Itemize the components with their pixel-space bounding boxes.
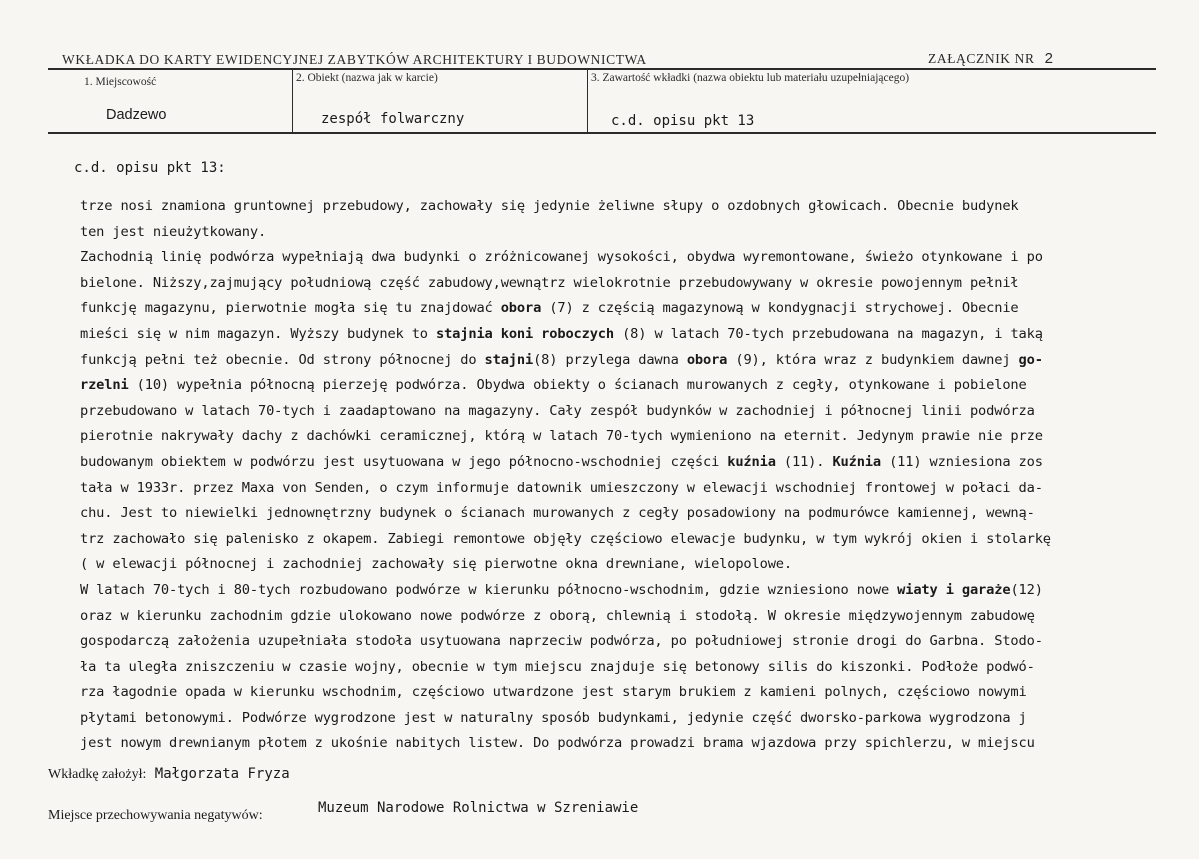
- text-run: (10) wypełnia północną pierzeję podwórza. Obydwa obiekty o ścianach murowanych z cegły, otynkowane i pobielone: [128, 377, 1027, 394]
- text-run: chu. Jest to niewielki jednownętrzny budynek o ścianach murowanych z cegły posadowiony na podmurówce kamiennej, wewną-: [80, 505, 1035, 522]
- author-line: [48, 766, 290, 783]
- negatives-label: Miejsce przechowywania negatywów:: [48, 808, 263, 823]
- annex-label: [928, 50, 1054, 67]
- text-run: oraz w kierunku zachodnim gdzie ulokowano nowe podwórze z oborą, chlewnią i stodołą. W okresie międzywojennym zabudowę: [80, 607, 1035, 624]
- text-run: trz zachowało się palenisko z okapem. Zabiegi remontowe objęły częściowo elewacje budynku, w tym wykrój okien i stolarkę: [80, 530, 1051, 547]
- annex-label-text: ZAŁĄCZNIK NR: [928, 51, 1035, 66]
- table-bottom-rule: [48, 132, 1156, 134]
- text-run: (11).: [775, 453, 833, 470]
- text-run: mieści się w nim magazyn. Wyższy budynek to: [80, 325, 436, 342]
- text-line: [80, 629, 1115, 655]
- text-run: funkcję magazynu, pierwotnie mogła się tu znajdować: [80, 300, 501, 317]
- text-run: Zachodnią linię podwórza wypełniają dwa budynki o zróżnicowanej wysokości, obydwa wyremontowane, świeżo otynkowane i po: [80, 249, 1043, 266]
- bold-term: Kuźnia: [832, 453, 881, 470]
- column-divider-2: [587, 68, 588, 133]
- text-line: [80, 552, 1115, 578]
- negatives-value: Muzeum Narodowe Rolnictwa w Szreniawie: [318, 800, 639, 816]
- bold-term: obora: [686, 351, 728, 368]
- text-line: [80, 706, 1115, 732]
- text-run: przebudowano w latach 70-tych i zaadaptowano na magazyny. Cały zespół budynków w zachodniej i północnej linii podwórza: [80, 402, 1035, 419]
- text-run: (8) przylega dawna: [533, 351, 687, 368]
- text-line: [80, 527, 1115, 553]
- text-line: [80, 271, 1115, 297]
- text-run: jest nowym drewnianym płotem z ukośnie nabitych listew. Do podwórza prowadzi brama wjazdowa przy spichlerzu, w miejscu: [80, 735, 1035, 752]
- text-line: [80, 680, 1115, 706]
- continuation-heading: c.d. opisu pkt 13:: [74, 160, 226, 176]
- column-divider-1: [292, 68, 293, 133]
- text-run: (7) z częścią magazynową w kondygnacji strychowej. Obecnie: [541, 300, 1019, 317]
- text-run: rza łagodnie opada w kierunku wschodnim, częściowo utwardzone jest starym brukiem z kamieni polnych, częściowo nowymi: [80, 684, 1027, 701]
- locality-label: 1. Miejscowość: [84, 76, 157, 88]
- bold-term: rzelni: [80, 377, 129, 394]
- description-text: [80, 194, 1115, 757]
- text-run: (8) w latach 70-tych przebudowana na magazyn, i taką: [614, 325, 1043, 342]
- bold-term: stajni: [484, 351, 534, 368]
- text-run: budowanym obiektem w podwórzu jest usytuowana w jego północno-wschodniej części: [80, 453, 728, 470]
- object-value: zespół folwarczny: [321, 111, 465, 127]
- text-run: ( w elewacji północnej i zachodniej zachowały się pierwotne okna drewniane, wielopolowe.: [80, 556, 792, 573]
- author-value: Małgorzata Fryza: [154, 766, 290, 782]
- text-line: [80, 450, 1115, 476]
- annex-number: 2: [1044, 50, 1054, 67]
- text-run: pierotnie nakrywały dachy z dachówki ceramicznej, którą w latach 70-tych wymieniono na eternit. Jedynym prawie nie prze: [80, 428, 1043, 445]
- text-line: [80, 296, 1115, 322]
- text-line: [80, 655, 1115, 681]
- text-line: [80, 578, 1115, 604]
- text-run: funkcją pełni też obecnie. Od strony północnej do: [80, 351, 485, 368]
- text-run: ten jest nieużytkowany.: [80, 223, 267, 240]
- text-line: [80, 501, 1115, 527]
- author-label: Wkładkę założył:: [48, 767, 147, 782]
- text-run: tała w 1933r. przez Maxa von Senden, o czym informuje datownik umieszczony w elewacji wschodniej frontowej w połaci da-: [80, 479, 1043, 496]
- table-top-rule: [48, 68, 1156, 70]
- text-line: [80, 322, 1115, 348]
- text-line: [80, 194, 1115, 220]
- object-label: 2. Obiekt (nazwa jak w karcie): [296, 72, 438, 84]
- content-label: 3. Zawartość wkładki (nazwa obiektu lub materiału uzupełniającego): [591, 72, 910, 84]
- locality-value: Dadzewo: [106, 107, 167, 123]
- bold-term: go-: [1018, 351, 1043, 368]
- text-line: [80, 348, 1115, 374]
- bold-term: wiaty i garaże: [897, 581, 1011, 598]
- text-line: [80, 731, 1115, 757]
- bold-term: kuźnia: [727, 453, 776, 470]
- text-run: trze nosi znamiona gruntownej przebudowy, zachowały się jedynie żeliwne słupy o ozdobnych głowicach. Obecnie budynek: [80, 198, 1019, 214]
- text-run: ła ta uległa zniszczeniu w czasie wojny, obecnie w tym miejscu znajduje się betonowy silis do kiszonki. Podłoże podwó-: [80, 658, 1035, 675]
- text-run: W latach 70-tych i 80-tych rozbudowano podwórze w kierunku północno-wschodnim, gdzie wzniesiono nowe: [80, 581, 898, 598]
- form-title: WKŁADKA DO KARTY EWIDENCYJNEJ ZABYTKÓW ARCHITEKTURY I BUDOWNICTWA: [62, 52, 647, 67]
- text-line: [80, 245, 1115, 271]
- text-line: [80, 476, 1115, 502]
- text-line: [80, 424, 1115, 450]
- text-line: [80, 604, 1115, 630]
- bold-term: obora: [500, 300, 542, 317]
- text-run: (9), która wraz z budynkiem dawnej: [727, 351, 1019, 368]
- text-line: [80, 399, 1115, 425]
- text-run: (11) wzniesiona zos: [880, 453, 1043, 470]
- content-value: c.d. opisu pkt 13: [611, 113, 755, 129]
- bold-term: stajnia koni roboczych: [436, 325, 614, 342]
- text-run: (12): [1010, 581, 1043, 598]
- text-line: [80, 373, 1115, 399]
- text-run: gospodarczą założenia uzupełniała stodoła usytuowana naprzeciw podwórza, po południowej stronie drogi do Garbna. Stodo-: [80, 633, 1043, 650]
- text-run: bielone. Niższy,zajmujący południową część zabudowy,wewnątrz wielokrotnie przebudowywany w okresie powojennym pełnił: [80, 274, 1019, 291]
- text-line: [80, 220, 1115, 246]
- text-run: płytami betonowymi. Podwórze wygrodzone jest w naturalny sposób budynkami, jedynie część dworsko-parkowa wygrodzona j: [80, 709, 1027, 726]
